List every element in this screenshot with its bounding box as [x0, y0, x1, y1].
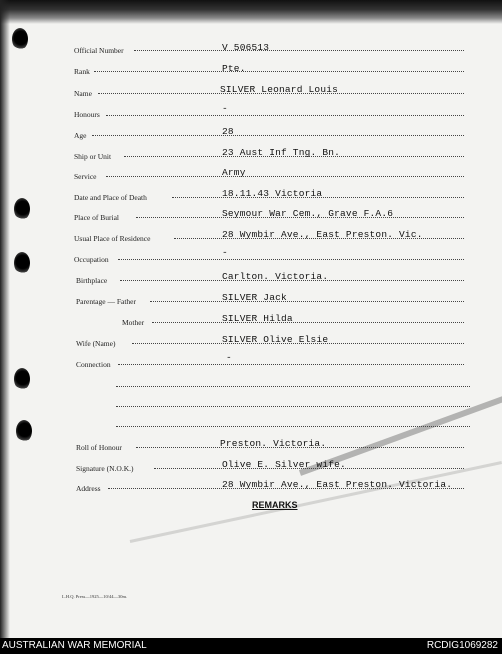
field-rank — [0, 63, 502, 77]
field-birthplace — [0, 271, 502, 285]
field-honours — [0, 103, 502, 120]
field-date-place-of-death — [0, 188, 502, 202]
field-label: Name — [74, 89, 92, 98]
field-ship-or-unit — [0, 147, 502, 161]
field-father — [0, 292, 502, 306]
field-label: Date and Place of Death — [74, 193, 147, 202]
punch-hole-icon — [14, 368, 30, 390]
field-label: Ship or Unit — [74, 152, 112, 161]
field-mother — [0, 313, 502, 327]
scan-top-edge — [0, 0, 502, 24]
field-name — [0, 84, 502, 98]
field-label: Occupation — [74, 255, 109, 264]
blank-line — [116, 385, 470, 387]
field-value: Seymour War Cem., Grave F.A.6 — [222, 208, 394, 219]
field-value: SILVER Olive Elsie — [222, 334, 329, 345]
field-service — [0, 167, 502, 181]
field-occupation — [0, 247, 502, 264]
blank-line — [116, 405, 470, 407]
remarks-heading: REMARKS — [252, 500, 298, 510]
field-usual-residence — [0, 229, 502, 243]
field-wife — [0, 334, 502, 348]
field-value: 23 Aust Inf Tng. Bn. — [222, 147, 341, 158]
field-label: Honours — [74, 110, 100, 119]
field-value: 18.11.43 Victoria — [222, 188, 323, 199]
caption-bar — [0, 638, 502, 654]
field-label: Signature (N.O.K.) — [76, 464, 134, 473]
field-value: V 506513 — [222, 42, 270, 53]
field-value: Olive E. Silver wife. — [222, 459, 346, 470]
field-label: Mother — [122, 318, 145, 327]
field-label: Place of Burial — [74, 213, 119, 222]
field-address — [0, 479, 502, 493]
field-value: Army — [222, 167, 246, 178]
field-label: Usual Place of Residence — [74, 234, 151, 243]
field-roll-of-honour — [0, 438, 502, 452]
field-value: 28 Wymbir Ave., East Preston. Victoria. — [222, 479, 453, 490]
field-label: Parentage — Father — [76, 297, 136, 306]
field-label: Rank — [74, 67, 90, 76]
field-connection — [0, 352, 502, 369]
field-value: 28 — [222, 126, 234, 137]
field-value: Pte. — [222, 63, 246, 74]
field-label: Age — [74, 131, 87, 140]
caption-id: RCDIG1069282 — [426, 640, 498, 651]
field-signature — [0, 459, 502, 473]
crease-mark — [130, 461, 502, 543]
field-label: Birthplace — [76, 276, 108, 285]
field-label: Address — [76, 484, 101, 493]
field-value: SILVER Hilda — [222, 313, 293, 324]
press-note: L.H.Q. Press—1925—10/44—30m. — [62, 594, 128, 599]
field-official-number — [0, 42, 502, 56]
field-label: Service — [74, 172, 97, 181]
caption-source: AUSTRALIAN WAR MEMORIAL — [2, 640, 147, 651]
field-age — [0, 126, 502, 140]
blank-line — [116, 425, 470, 427]
field-label: Connection — [76, 360, 111, 369]
field-value: - — [226, 352, 232, 363]
field-place-of-burial — [0, 208, 502, 222]
field-value: SILVER Jack — [222, 292, 287, 303]
field-value: SILVER Leonard Louis — [220, 84, 339, 95]
field-label: Official Number — [74, 46, 124, 55]
field-value: 28 Wymbir Ave., East Preston. Vic. — [222, 229, 423, 240]
field-value: Preston. Victoria. — [220, 438, 327, 449]
field-label: Wife (Name) — [76, 339, 116, 348]
field-label: Roll of Honour — [76, 443, 122, 452]
field-value: Carlton. Victoria. — [222, 271, 329, 282]
field-value: - — [222, 247, 228, 258]
field-value: - — [222, 103, 228, 114]
